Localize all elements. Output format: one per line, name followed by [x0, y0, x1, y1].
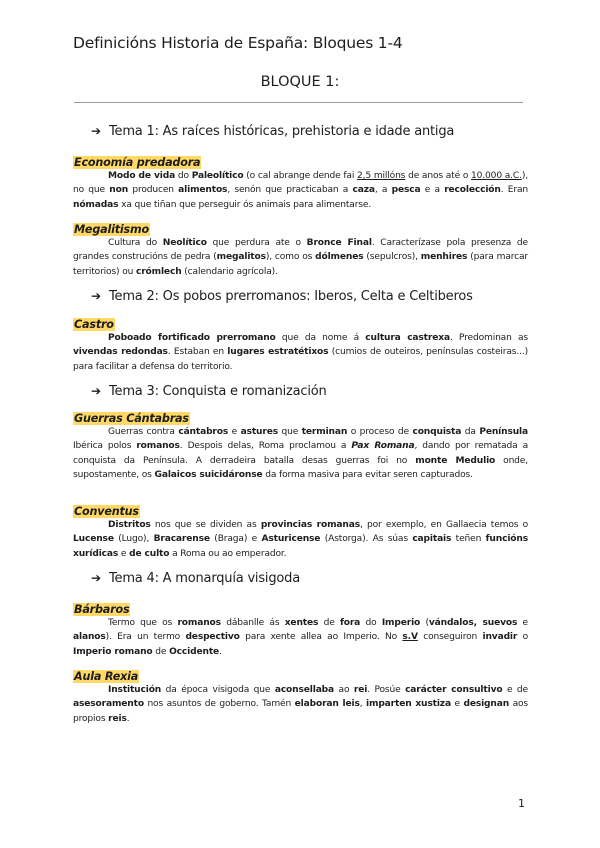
definition-megalitismo: Cultura do Neolítico que perdura ate o Bronce Final. Caracterízase pola presenza de grandes construcións de pedra (megalitos), como os dólmenes (sepulcros), menhires (para marcar territorios) ou crómlech (calendario agrícola).: [73, 238, 528, 277]
term-barbaros: Bárbaros: [74, 603, 130, 616]
definition-castro: Poboado fortificado prerromano que da nome á cultura castrexa. Predominan as vivendas redondas. Estaban en lugares estratétixos (cumios de outeiros, penínsulas costeiras...) para facilitar a defensa do territorio.: [73, 333, 529, 372]
topic-heading-3: ➔ Tema 3: Conquista e romanización: [91, 384, 327, 399]
document-title: Definicións Historia de España: Bloques 1-4: [73, 34, 403, 52]
definition-conventus: Distritos nos que se dividen as provincias romanas, por exemplo, en Gallaecia temos o Lucense (Lugo), Bracarense (Braga) e Asturicense (Astorga). As súas capitais teñen funcións xurídicas e de culto a Roma ou ao emperador.: [73, 520, 529, 559]
term-castro: Castro: [74, 318, 114, 331]
topic-heading-2: ➔ Tema 2: Os pobos prerromanos: Iberos, Celta e Celtiberos: [91, 289, 473, 304]
term-megalitismo: Megalitismo: [74, 223, 149, 236]
arrow-icon: ➔: [91, 571, 101, 585]
arrow-icon: ➔: [91, 124, 101, 138]
page-number: 1: [518, 797, 525, 810]
topic-heading-1: ➔ Tema 1: As raíces históricas, prehistoria e idade antiga: [91, 124, 455, 139]
arrow-icon: ➔: [91, 289, 101, 303]
definition-barbaros: Termo que os romanos dábanlle ás xentes de fora do Imperio (vándalos, suevos e alanos). Era un termo despectivo para xente allea ao Imperio. No s.V conseguiron invadir o Imperio romano de Occidente.: [73, 618, 529, 657]
block-heading: BLOQUE 1:: [260, 74, 340, 90]
definition-economia-predadora: Modo de vida do Paleolítico (o cal abrange dende fai 2,5 millóns de anos até o 10.000 a.C.), no que non producen alimentos, senón que practicaban a caza, a pesca e a recolección. Eran nómadas xa que tiñan que perseguir ós animais para alimentarse.: [73, 171, 528, 210]
definition-aula-rexia: Institución da época visigoda que aconsellaba ao rei. Posúe carácter consultivo e de asesoramento nos asuntos de goberno. Tamén elaboran leis, imparten xustiza e designan aos propios reis.: [73, 685, 529, 724]
term-economia-predadora: Economía predadora: [74, 156, 201, 169]
horizontal-divider: [74, 102, 523, 103]
term-conventus: Conventus: [74, 505, 139, 518]
arrow-icon: ➔: [91, 384, 101, 398]
term-aula-rexia: Aula Rexia: [74, 670, 139, 683]
term-guerras-cantabras: Guerras Cántabras: [74, 412, 189, 425]
definition-guerras-cantabras: Guerras contra cántabros e astures que terminan o proceso de conquista da Península Ibérica polos romanos. Despois delas, Roma proclamou a Pax Romana, dando por rematada a conquista da Península. A derradeira batalla desas guerras foi no monte Medulio onde, supostamente, os Galaicos suicidáronse da forma masiva para evitar seren capturados.: [73, 427, 529, 480]
topic-heading-4: ➔ Tema 4: A monarquía visigoda: [91, 571, 300, 586]
